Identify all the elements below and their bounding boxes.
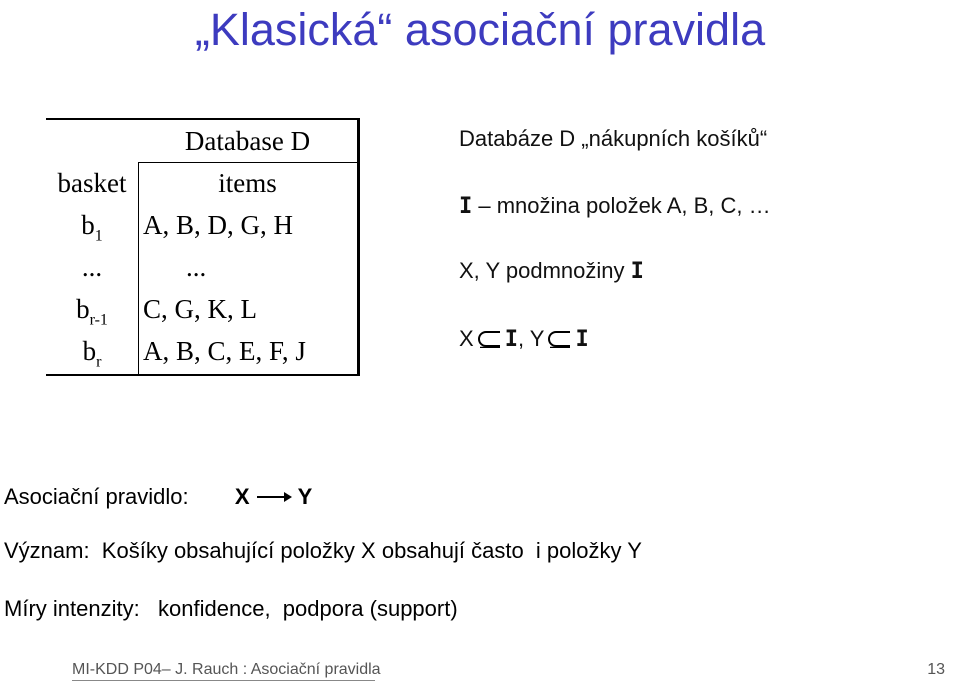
y-label: , Y — [517, 326, 545, 351]
itemset-symbol: I — [630, 259, 644, 284]
table-row — [46, 246, 357, 288]
footer-text: MI-KDD P04– J. Rauch : Asociační pravidla — [72, 661, 381, 678]
right-arrow-icon — [254, 484, 294, 498]
database-description: Databáze D „nákupních košíků“ — [459, 126, 768, 151]
basket-cell — [46, 330, 138, 383]
table-row — [46, 330, 357, 372]
footer-divider — [72, 680, 375, 681]
items-cell: C, G, K, L — [143, 294, 257, 324]
table-header-row — [46, 162, 357, 204]
itemset-symbol: I — [575, 327, 589, 352]
items-cell: A, B, D, G, H — [143, 210, 294, 240]
database-table — [46, 118, 360, 376]
database-title: Database D — [138, 120, 357, 163]
items-cell: ... — [186, 252, 207, 282]
itemset-definition — [459, 193, 771, 219]
slide-title: „Klasická“ asociační pravidla — [194, 4, 766, 55]
measures-line: Míry intenzity: konfidence, podpora (support) — [4, 596, 458, 621]
rule-consequent: Y — [297, 484, 313, 509]
basket-name: b — [81, 210, 95, 240]
basket-name: ... — [81, 252, 103, 282]
header-basket: basket — [57, 168, 127, 198]
basket-name: b — [82, 336, 97, 366]
itemset-text: – množina položek A, B, C, … — [472, 193, 771, 218]
table-row — [46, 204, 357, 246]
items-cell: A, B, C, E, F, J — [143, 336, 306, 366]
subset-relation — [459, 326, 589, 352]
itemset-symbol: I — [459, 194, 473, 219]
x-label: X — [459, 326, 474, 351]
subsets-definition — [459, 258, 644, 284]
basket-cell — [46, 246, 138, 288]
table-row — [46, 288, 357, 330]
header-items: items — [218, 168, 277, 198]
basket-subscript: 1 — [94, 227, 103, 245]
page-number: 13 — [927, 661, 945, 678]
subset-icon — [546, 330, 572, 348]
association-rule-line — [4, 484, 312, 510]
rule-label: Asociační pravidlo: — [4, 484, 189, 509]
basket-subscript: r-1 — [89, 311, 108, 329]
rule-antecedent: X — [234, 484, 250, 509]
subset-icon — [476, 330, 502, 348]
itemset-symbol: I — [504, 327, 518, 352]
basket-subscript: r — [96, 353, 102, 371]
meaning-line: Význam: Košíky obsahující položky X obsahují často i položky Y — [4, 538, 642, 563]
basket-name: b — [76, 294, 90, 324]
subsets-text: X, Y podmnožiny — [459, 258, 631, 283]
